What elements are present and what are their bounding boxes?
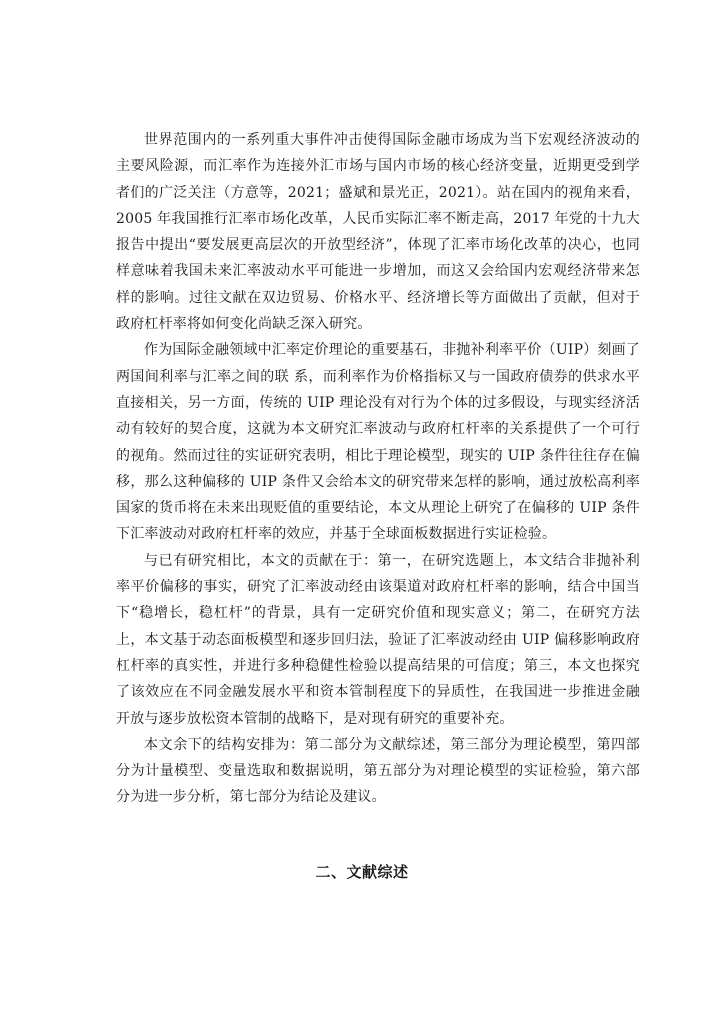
paragraph-structure: 本文余下的结构安排为：第二部分为文献综述，第三部分为理论模型，第四部分为计量模型、变量选取和数据说明，第五部分为对理论模型的实证检验，第六部分为进一步分析，第七部分为结论及建议。 [116, 736, 640, 806]
paragraph-background: 世界范围内的一系列重大事件冲击使得国际金融市场成为当下宏观经济波动的主要风险源，而汇率作为连接外汇市场与国内市场的核心经济变量，近期更受到学者们的广泛关注（方意等，2021；盛斌和景光正，2021）。站在国内的视角来看，2005 年我国推行汇率市场化改革，人民币实际汇率不断走高，2017 年党的十九大报告中提出“要发展更高层次的开放型经济”，体现了汇率市场化改革的决心，也同样意味着我国未来汇率波动水平可能进一步增加，而这又会给国内宏观经济带来怎样的影响。过往文献在双边贸易、价格水平、经济增长等方面做出了贡献，但对于政府杠杆率将如何变化尚缺乏深入研究。 [116, 132, 640, 333]
paragraph-uip-theory: 作为国际金融领域中汇率定价理论的重要基石，非抛补利率平价（UIP）刻画了两国间利率与汇率之间的联 系，而利率作为价格指标又与一国政府债券的供求水平直接相关，另一方面，传统的 UIP 理论没有对行为个体的过多假设，与现实经济活动有较好的契合度，这就为本文研究汇率波动与政府杠杆率的关系提供了一个可行的视角。然而过往的实证研究表明，相比于理论模型，现实的 UIP 条件往往存在偏移，那么这种偏移的 UIP 条件又会给本文的研究带来怎样的影响，通过放松高利率国家的货币将在未来出现贬值的重要结论，本文从理论上研究了在偏移的 UIP 条件下汇率波动对政府杠杆率的效应，并基于全球面板数据进行实证检验。 [116, 342, 640, 543]
body-text [116, 127, 640, 811]
paragraph-contributions: 与已有研究相比，本文的贡献在于：第一，在研究选题上，本文结合非抛补利率平价偏移的事实，研究了汇率波动经由该渠道对政府杠杆率的影响，结合中国当下“稳增长，稳杠杆”的背景，具有一定研究价值和现实意义；第二，在研究方法上，本文基于动态面板模型和逐步回归法，验证了汇率波动经由 UIP 偏移影响政府杠杆率的真实性，并进行多种稳健性检验以提高结果的可信度；第三，本文也探究了该效应在不同金融发展水平和资本管制程度下的异质性，在我国进一步推进金融开放与逐步放松资本管制的战略下，是对现有研究的重要补充。 [116, 552, 640, 727]
section-heading: 二、文献综述 [315, 863, 409, 881]
